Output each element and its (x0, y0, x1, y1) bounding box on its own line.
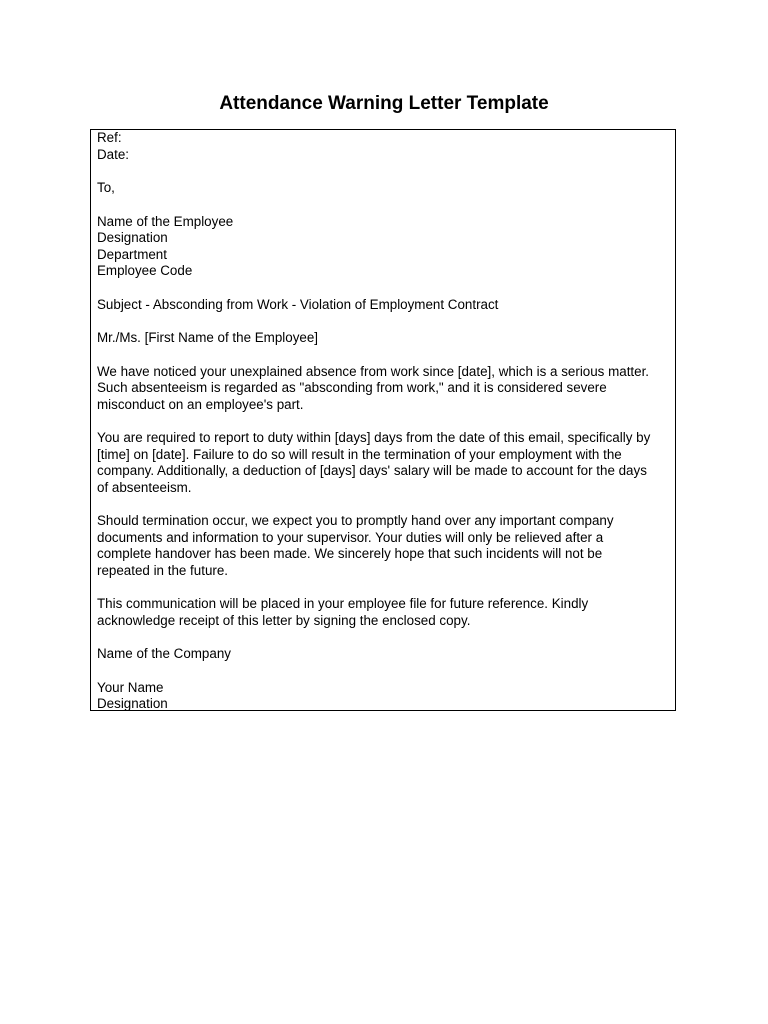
paragraph-line: [time] on [date]. Failure to do so will result in the termination of your employment with the (97, 446, 622, 462)
paragraph-line: Should termination occur, we expect you to promptly hand over any important company (97, 513, 614, 528)
paragraph-line: misconduct on an employee's part. (97, 396, 304, 412)
date-line: Date: (97, 146, 130, 162)
paragraph-line: repeated in the future. (97, 562, 229, 578)
subject-line: Subject - Absconding from Work - Violation of Employment Contract (97, 296, 499, 312)
recipient-department: Department (97, 246, 167, 262)
paragraph-line: acknowledge receipt of this letter by signing the enclosed copy. (97, 612, 471, 628)
page-title: Attendance Warning Letter Template (219, 93, 549, 114)
paragraph-line: You are required to report to duty within [days] days from the date of this email, specifically by (97, 430, 651, 445)
letter-box (90, 129, 676, 711)
company-name: Name of the Company (97, 646, 231, 661)
paragraph-line: complete handover has been made. We sincerely hope that such incidents will not be (97, 546, 603, 561)
paragraph-line: of absenteeism. (97, 479, 192, 495)
paragraph-line: We have noticed your unexplained absence from work since [date], which is a serious matter. (97, 363, 650, 379)
recipient-designation: Designation (97, 230, 168, 245)
signature-designation: Designation (97, 696, 168, 711)
ref-line: Ref: (97, 130, 122, 145)
paragraph-4 (97, 596, 669, 629)
letter-body (97, 130, 669, 713)
salutation: Mr./Ms. [First Name of the Employee] (97, 330, 319, 345)
paragraph-line: documents and information to your supervisor. Your duties will only be relieved after a (97, 529, 604, 545)
paragraph-1 (97, 364, 669, 414)
paragraph-line: company. Additionally, a deduction of [days] days' salary will be made to account for the days (97, 463, 647, 478)
paragraph-line: Such absenteeism is regarded as "absconding from work," and it is considered severe (97, 380, 607, 395)
to-line: To, (97, 180, 115, 195)
paragraph-3 (97, 513, 669, 579)
recipient-name: Name of the Employee (97, 213, 234, 229)
recipient-employee-code: Employee Code (97, 263, 193, 278)
paragraph-2 (97, 430, 669, 496)
paragraph-line: This communication will be placed in your employee file for future reference. Kindly (97, 596, 589, 611)
signature-name: Your Name (97, 679, 164, 695)
